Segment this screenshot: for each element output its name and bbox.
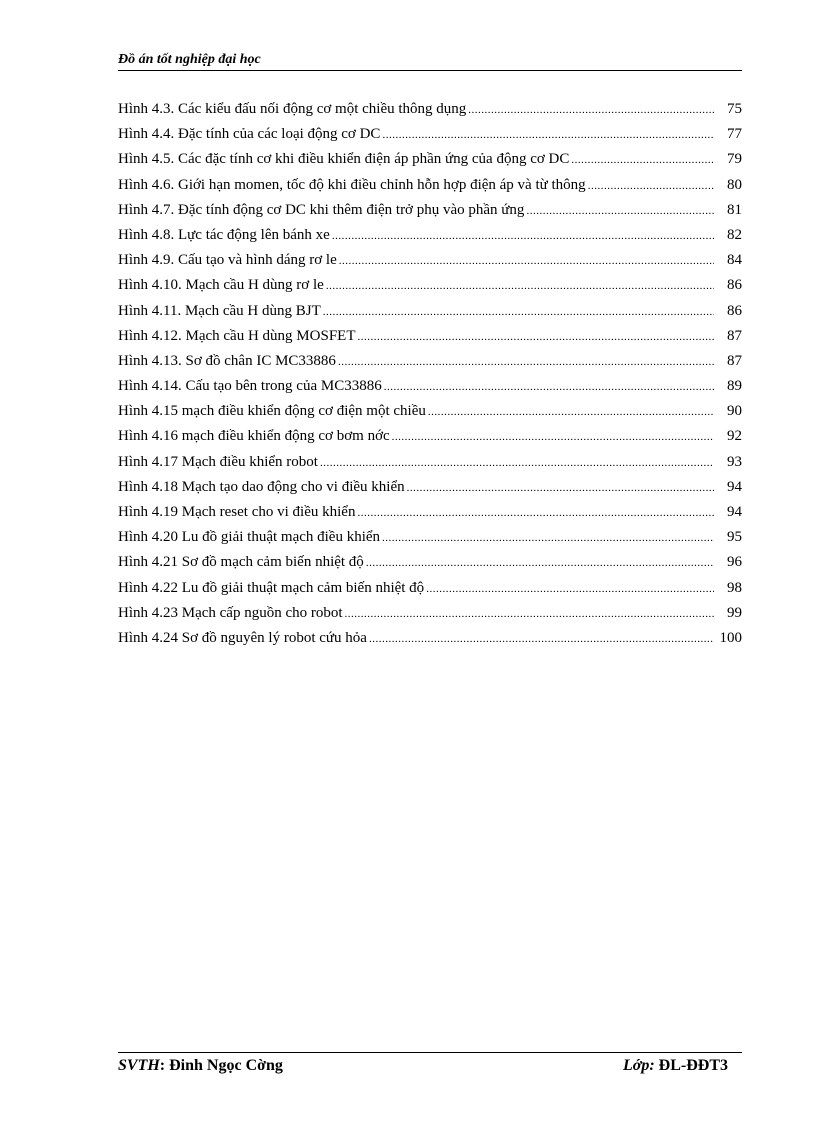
toc-leader-dots <box>369 633 714 645</box>
toc-entry-label: Hình 4.19 Mạch reset cho vi điều khiển <box>118 504 356 520</box>
toc-entry-page: 94 <box>727 504 742 520</box>
toc-entry <box>118 479 742 504</box>
toc-entry <box>118 403 742 428</box>
toc-entry <box>118 202 742 227</box>
toc-entry <box>118 328 742 353</box>
toc-leader-dots <box>526 205 714 217</box>
toc-entry-label: Hình 4.5. Các đặc tính cơ khi điều khiển điện áp phần ứng của động cơ DC <box>118 151 570 168</box>
toc-leader-dots <box>571 154 714 166</box>
toc-entry <box>118 504 742 529</box>
toc-entry-page: 82 <box>727 226 742 243</box>
toc-entry-page: 92 <box>727 428 742 445</box>
toc-entry-label: Hình 4.24 Sơ đồ nguyên lý robot cứu hỏa <box>118 629 367 646</box>
toc-entry-page: 98 <box>727 579 742 596</box>
toc-entry-page: 99 <box>727 604 742 621</box>
toc-entry-label: Hình 4.14. Cấu tạo bên trong của MC33886 <box>118 378 382 395</box>
toc-entry-page: 87 <box>727 352 742 369</box>
toc-leader-dots <box>384 381 714 393</box>
toc-entry-label: Hình 4.8. Lực tác động lên bánh xe <box>118 226 330 243</box>
toc-entry-page: 87 <box>727 327 742 344</box>
toc-entry-label: Hình 4.10. Mạch cầu H dùng rơ le <box>118 277 324 294</box>
toc-leader-dots <box>407 482 714 494</box>
toc-leader-dots <box>345 608 714 620</box>
toc-entry <box>118 303 742 328</box>
toc-leader-dots <box>326 280 714 292</box>
toc-entry <box>118 529 742 554</box>
footer-student <box>118 1057 283 1075</box>
toc-entry-page: 89 <box>727 378 742 395</box>
toc-entry <box>118 630 742 655</box>
toc-leader-dots <box>366 557 714 569</box>
toc-leader-dots <box>323 306 714 318</box>
toc-entry <box>118 126 742 151</box>
toc-entry <box>118 554 742 579</box>
toc-entry <box>118 454 742 479</box>
toc-entry-label: Hình 4.23 Mạch cấp nguồn cho robot <box>118 604 343 621</box>
toc-entry-label: Hình 4.17 Mạch điều khiển robot <box>118 453 318 470</box>
toc-entry <box>118 580 742 605</box>
toc-entry-label: Hình 4.16 mạch điều khiển động cơ bơm nớc <box>118 428 390 445</box>
toc-entry <box>118 378 742 403</box>
toc-entry-label: Hình 4.15 mạch điều khiển động cơ điện một chiều <box>118 403 426 420</box>
student-name: : Đinh Ngọc Cờng <box>159 1057 283 1074</box>
toc-entry-label: Hình 4.6. Giới hạn momen, tốc độ khi điều chỉnh hỗn hợp điện áp và từ thông <box>118 176 586 193</box>
toc-entry-page: 90 <box>727 403 742 420</box>
toc-entry <box>118 177 742 202</box>
figure-list <box>118 101 742 655</box>
toc-leader-dots <box>382 532 714 544</box>
footer-class <box>623 1057 742 1075</box>
toc-entry-page: 86 <box>727 277 742 294</box>
toc-entry <box>118 428 742 453</box>
toc-entry-label: Hình 4.20 Lu đồ giải thuật mạch điều khiển <box>118 529 381 546</box>
toc-entry-page: 75 <box>727 101 742 117</box>
toc-entry-label: Hình 4.22 Lu đồ giải thuật mạch cảm biến nhiệt độ <box>118 579 425 596</box>
toc-entry-label: Hình 4.21 Sơ đồ mạch cảm biến nhiệt độ <box>118 554 364 571</box>
toc-entry-label: Hình 4.13. Sơ đồ chân IC MC33886 <box>118 352 336 369</box>
class-label: Lớp: <box>622 1057 655 1074</box>
svth-label: SVTH <box>118 1057 160 1074</box>
toc-entry-page: 86 <box>727 302 742 319</box>
toc-entry-page: 81 <box>727 201 742 218</box>
toc-entry-label: Hình 4.3. Các kiểu đấu nối động cơ một chiều thông dụng <box>118 101 467 117</box>
toc-leader-dots <box>339 255 714 267</box>
toc-leader-dots <box>338 356 714 368</box>
toc-entry <box>118 101 742 126</box>
toc-entry-page: 77 <box>727 126 742 143</box>
toc-entry-label: Hình 4.4. Đặc tính của các loại động cơ DC <box>118 126 381 143</box>
toc-entry-label: Hình 4.7. Đặc tính động cơ DC khi thêm điện trở phụ vào phần ứng <box>118 201 525 218</box>
toc-entry-page: 95 <box>727 529 742 546</box>
toc-entry-page: 80 <box>727 176 742 193</box>
toc-entry-page: 93 <box>727 453 742 470</box>
toc-entry-page: 100 <box>719 629 742 646</box>
toc-entry-page: 79 <box>727 151 742 168</box>
toc-entry <box>118 151 742 176</box>
toc-entry-label: Hình 4.9. Cấu tạo và hình dáng rơ le <box>118 252 337 269</box>
toc-entry <box>118 252 742 277</box>
toc-entry-label: Hình 4.11. Mạch cầu H dùng BJT <box>118 302 321 319</box>
page-footer <box>118 1052 742 1075</box>
toc-entry <box>118 605 742 630</box>
toc-leader-dots <box>357 507 714 519</box>
toc-entry-page: 94 <box>727 478 742 495</box>
class-value: ĐL-ĐĐT3 <box>654 1057 728 1074</box>
toc-leader-dots <box>428 406 714 418</box>
toc-entry <box>118 353 742 378</box>
toc-entry <box>118 227 742 252</box>
toc-entry-label: Hình 4.18 Mạch tạo dao động cho vi điều khiển <box>118 478 405 495</box>
toc-leader-dots <box>382 129 714 141</box>
toc-entry-page: 84 <box>727 252 742 269</box>
toc-leader-dots <box>392 431 714 443</box>
toc-leader-dots <box>357 331 714 343</box>
page-header <box>118 52 742 71</box>
toc-leader-dots <box>426 583 714 595</box>
toc-entry-page: 96 <box>727 554 742 571</box>
toc-entry <box>118 277 742 302</box>
toc-leader-dots <box>468 104 714 116</box>
toc-leader-dots <box>588 180 714 192</box>
toc-leader-dots <box>320 457 714 469</box>
header-title: Đồ án tốt nghiệp đại học <box>118 52 261 67</box>
toc-entry-label: Hình 4.12. Mạch cầu H dùng MOSFET <box>118 327 356 344</box>
toc-leader-dots <box>332 230 714 242</box>
